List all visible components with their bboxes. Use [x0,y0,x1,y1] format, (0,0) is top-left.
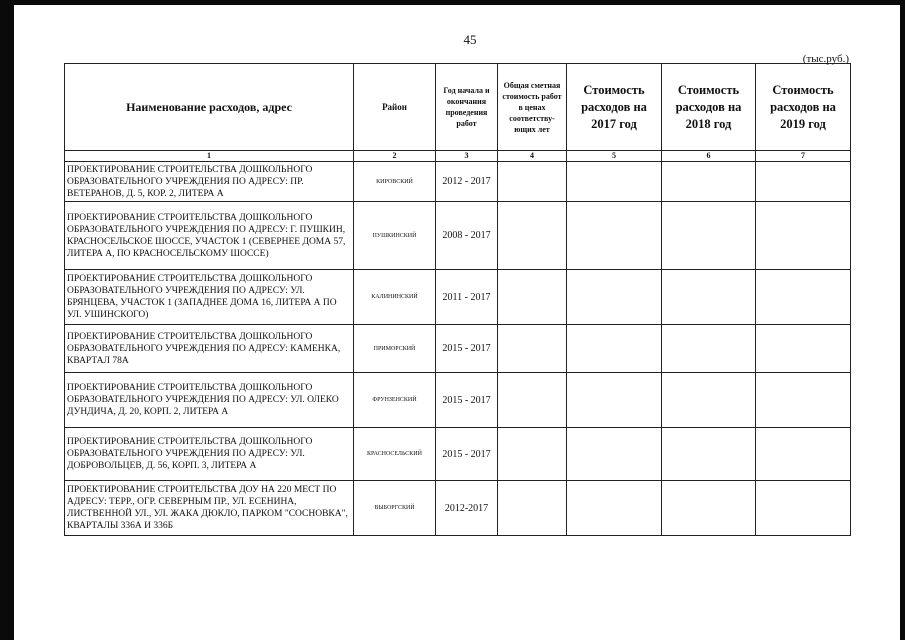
table-row [65,428,851,481]
work-years: 2015 - 2017 [436,325,498,373]
cost-2017-cell [567,481,662,536]
total-cost-cell [498,373,567,428]
expense-name: ПРОЕКТИРОВАНИЕ СТРОИТЕЛЬСТВА ДОШКОЛЬНОГО ОБРАЗОВАТЕЛЬНОГО УЧРЕЖДЕНИЯ ПО АДРЕСУ: ПР. ВЕТЕРАНОВ, Д. 5, КОР. 2, ЛИТЕРА А [65,162,354,202]
total-cost-cell [498,481,567,536]
district: ПРИМОРСКИЙ [354,325,436,373]
cost-2018-cell [662,481,756,536]
cost-2017-cell [567,162,662,202]
cost-2019-cell [756,202,851,270]
column-number-row [65,151,851,162]
header-row [65,64,851,151]
expense-name: ПРОЕКТИРОВАНИЕ СТРОИТЕЛЬСТВА ДОШКОЛЬНОГО ОБРАЗОВАТЕЛЬНОГО УЧРЕЖДЕНИЯ ПО АДРЕСУ: УЛ. БРЯНЦЕВА, УЧАСТОК 1 (ЗАПАДНЕЕ ДОМА 16, ЛИТЕРА А ПО УЛ. УШИНСКОГО) [65,270,354,325]
header-cost-2018: Стоимость расходов на 2018 год [662,64,756,151]
expense-name: ПРОЕКТИРОВАНИЕ СТРОИТЕЛЬСТВА ДОШКОЛЬНОГО ОБРАЗОВАТЕЛЬНОГО УЧРЕЖДЕНИЯ ПО АДРЕСУ: Г. ПУШКИН, КРАСНОСЕЛЬСКОЕ ШОССЕ, УЧАСТОК 1 (СЕВЕРНЕЕ ДОМА 57, ЛИТЕРА А, ПО КРАСНОСЕЛЬСКОМУ ШОССЕ) [65,202,354,270]
total-cost-cell [498,325,567,373]
header-district: Район [354,64,436,151]
district: КРАСНОСЕЛЬСКИЙ [354,428,436,481]
table-row [65,202,851,270]
cost-2019-cell [756,162,851,202]
column-number: 4 [498,151,567,162]
expense-name: ПРОЕКТИРОВАНИЕ СТРОИТЕЛЬСТВА ДОУ НА 220 МЕСТ ПО АДРЕСУ: ТЕРР., ОГР. СЕВЕРНЫМ ПР., УЛ. ЕСЕНИНА, ЛИСТВЕННОЙ УЛ., УЛ. ЖАКА ДЮКЛО, ПАРКОМ "СОСНОВКА", КВАРТАЛЫ 336А И 336Б [65,481,354,536]
cost-2019-cell [756,373,851,428]
cost-2019-cell [756,325,851,373]
cost-2018-cell [662,270,756,325]
header-name: Наименование расходов, адрес [65,64,354,151]
cost-2018-cell [662,428,756,481]
district: ВЫБОРГСКИЙ [354,481,436,536]
work-years: 2012-2017 [436,481,498,536]
cost-2017-cell [567,325,662,373]
cost-2018-cell [662,325,756,373]
column-number: 6 [662,151,756,162]
district: КИРОВСКИЙ [354,162,436,202]
table-row [65,373,851,428]
scan-top-edge [0,0,905,5]
cost-2018-cell [662,202,756,270]
work-years: 2015 - 2017 [436,373,498,428]
header-cost-2019: Стоимость расходов на 2019 год [756,64,851,151]
total-cost-cell [498,270,567,325]
expense-name: ПРОЕКТИРОВАНИЕ СТРОИТЕЛЬСТВА ДОШКОЛЬНОГО ОБРАЗОВАТЕЛЬНОГО УЧРЕЖДЕНИЯ ПО АДРЕСУ: УЛ. ОЛЕКО ДУНДИЧА, Д. 20, КОРП. 2, ЛИТЕРА А [65,373,354,428]
header-total-cost: Общая сметная стоимость работ в ценах соответству-ющих лет [498,64,567,151]
work-years: 2012 - 2017 [436,162,498,202]
cost-2017-cell [567,270,662,325]
column-number: 2 [354,151,436,162]
work-years: 2008 - 2017 [436,202,498,270]
column-number: 1 [65,151,354,162]
district: ФРУНЗЕНСКИЙ [354,373,436,428]
cost-2019-cell [756,270,851,325]
column-number: 7 [756,151,851,162]
district: ПУШКИНСКИЙ [354,202,436,270]
column-number: 3 [436,151,498,162]
district: КАЛИНИНСКИЙ [354,270,436,325]
total-cost-cell [498,428,567,481]
cost-2019-cell [756,428,851,481]
expense-name: ПРОЕКТИРОВАНИЕ СТРОИТЕЛЬСТВА ДОШКОЛЬНОГО ОБРАЗОВАТЕЛЬНОГО УЧРЕЖДЕНИЯ ПО АДРЕСУ: УЛ. ДОБРОВОЛЬЦЕВ, Д. 56, КОРП. 3, ЛИТЕРА А [65,428,354,481]
total-cost-cell [498,202,567,270]
budget-table [64,63,851,536]
table-row [65,270,851,325]
column-number: 5 [567,151,662,162]
cost-2017-cell [567,428,662,481]
scan-left-edge [0,0,14,640]
total-cost-cell [498,162,567,202]
header-cost-2017: Стоимость расходов на 2017 год [567,64,662,151]
page-number: 45 [463,32,477,47]
units-label: (тыс.руб.) [802,53,849,65]
cost-2017-cell [567,202,662,270]
header-years: Год начала и окончания проведения работ [436,64,498,151]
table-row [65,481,851,536]
cost-2019-cell [756,481,851,536]
table-row [65,325,851,373]
table-row [65,162,851,202]
cost-2018-cell [662,373,756,428]
scan-right-edge [900,0,905,640]
cost-2018-cell [662,162,756,202]
work-years: 2015 - 2017 [436,428,498,481]
expense-name: ПРОЕКТИРОВАНИЕ СТРОИТЕЛЬСТВА ДОШКОЛЬНОГО ОБРАЗОВАТЕЛЬНОГО УЧРЕЖДЕНИЯ ПО АДРЕСУ: КАМЕНКА, КВАРТАЛ 78А [65,325,354,373]
work-years: 2011 - 2017 [436,270,498,325]
cost-2017-cell [567,373,662,428]
